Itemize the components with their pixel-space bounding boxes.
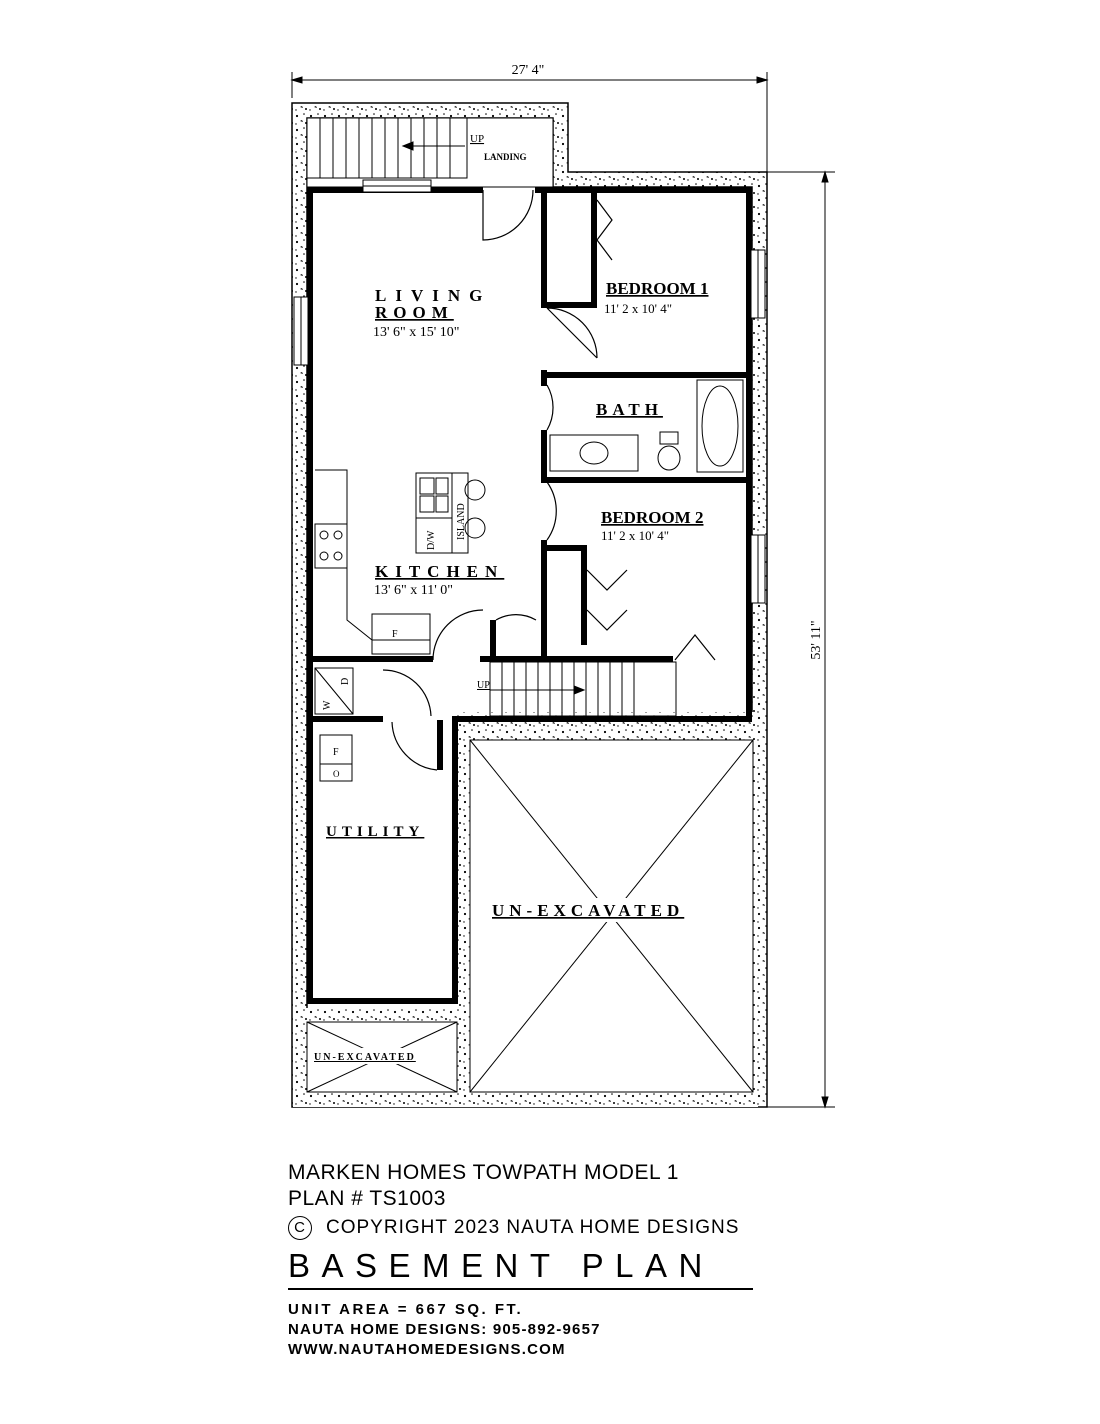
copyright-line (288, 1216, 808, 1240)
unit-area: UNIT AREA = 667 SQ. FT. (288, 1301, 524, 1318)
bedroom1-label: BEDROOM 1 (606, 279, 709, 298)
stair-up-label: UP (470, 133, 485, 145)
windows (294, 180, 765, 603)
kitchen-size: 13' 6" x 11' 0" (374, 583, 453, 598)
dishwasher-label: D/W (426, 530, 437, 550)
company-phone: NAUTA HOME DESIGNS: 905-892-9657 (288, 1321, 601, 1338)
model-name: MARKEN HOMES TOWPATH MODEL 1 (288, 1161, 679, 1184)
bedroom2-size: 11' 2 x 10' 4" (601, 528, 670, 543)
landing-label: LANDING (484, 152, 527, 162)
utility-label: UTILITY (326, 824, 425, 840)
bath-label: BATH (596, 400, 663, 419)
island-label: ISLAND (456, 503, 467, 540)
plan-title: BASEMENT PLAN (288, 1246, 753, 1290)
bath-fixtures (550, 380, 743, 472)
copyright-icon: C (288, 1216, 312, 1240)
laundry (315, 668, 353, 714)
washer-label: W (322, 700, 333, 710)
kitchen-fridge-label: F (392, 629, 398, 640)
bedroom2-label: BEDROOM 2 (601, 508, 704, 527)
furnace-o-label: O (333, 769, 340, 779)
title-block (288, 1160, 808, 1360)
copyright-text: COPYRIGHT 2023 NAUTA HOME DESIGNS (326, 1217, 740, 1238)
depth-dimension (767, 172, 835, 1107)
company-website: WWW.NAUTAHOMEDESIGNS.COM (288, 1341, 566, 1358)
width-dimension-label: 27' 4" (511, 63, 545, 78)
living-room-size: 13' 6" x 15' 10" (373, 325, 460, 340)
plan-number: PLAN # TS1003 (288, 1187, 446, 1210)
kitchen-label: KITCHEN (375, 562, 505, 581)
main-stair-up-label: UP (477, 680, 490, 691)
main-stair (490, 662, 676, 716)
living-room-label-1: LIVING (375, 286, 492, 305)
unexcavated-main-label: UN-EXCAVATED (492, 901, 685, 920)
unexcavated-small-label: UN-EXCAVATED (314, 1052, 416, 1063)
furnace-f-label: F (333, 747, 339, 758)
depth-dimension-label: 53' 11" (809, 620, 824, 660)
dryer-label: D (340, 677, 351, 685)
bedroom1-size: 11' 2 x 10' 4" (604, 301, 673, 316)
living-room-label-2: ROOM (375, 303, 454, 322)
